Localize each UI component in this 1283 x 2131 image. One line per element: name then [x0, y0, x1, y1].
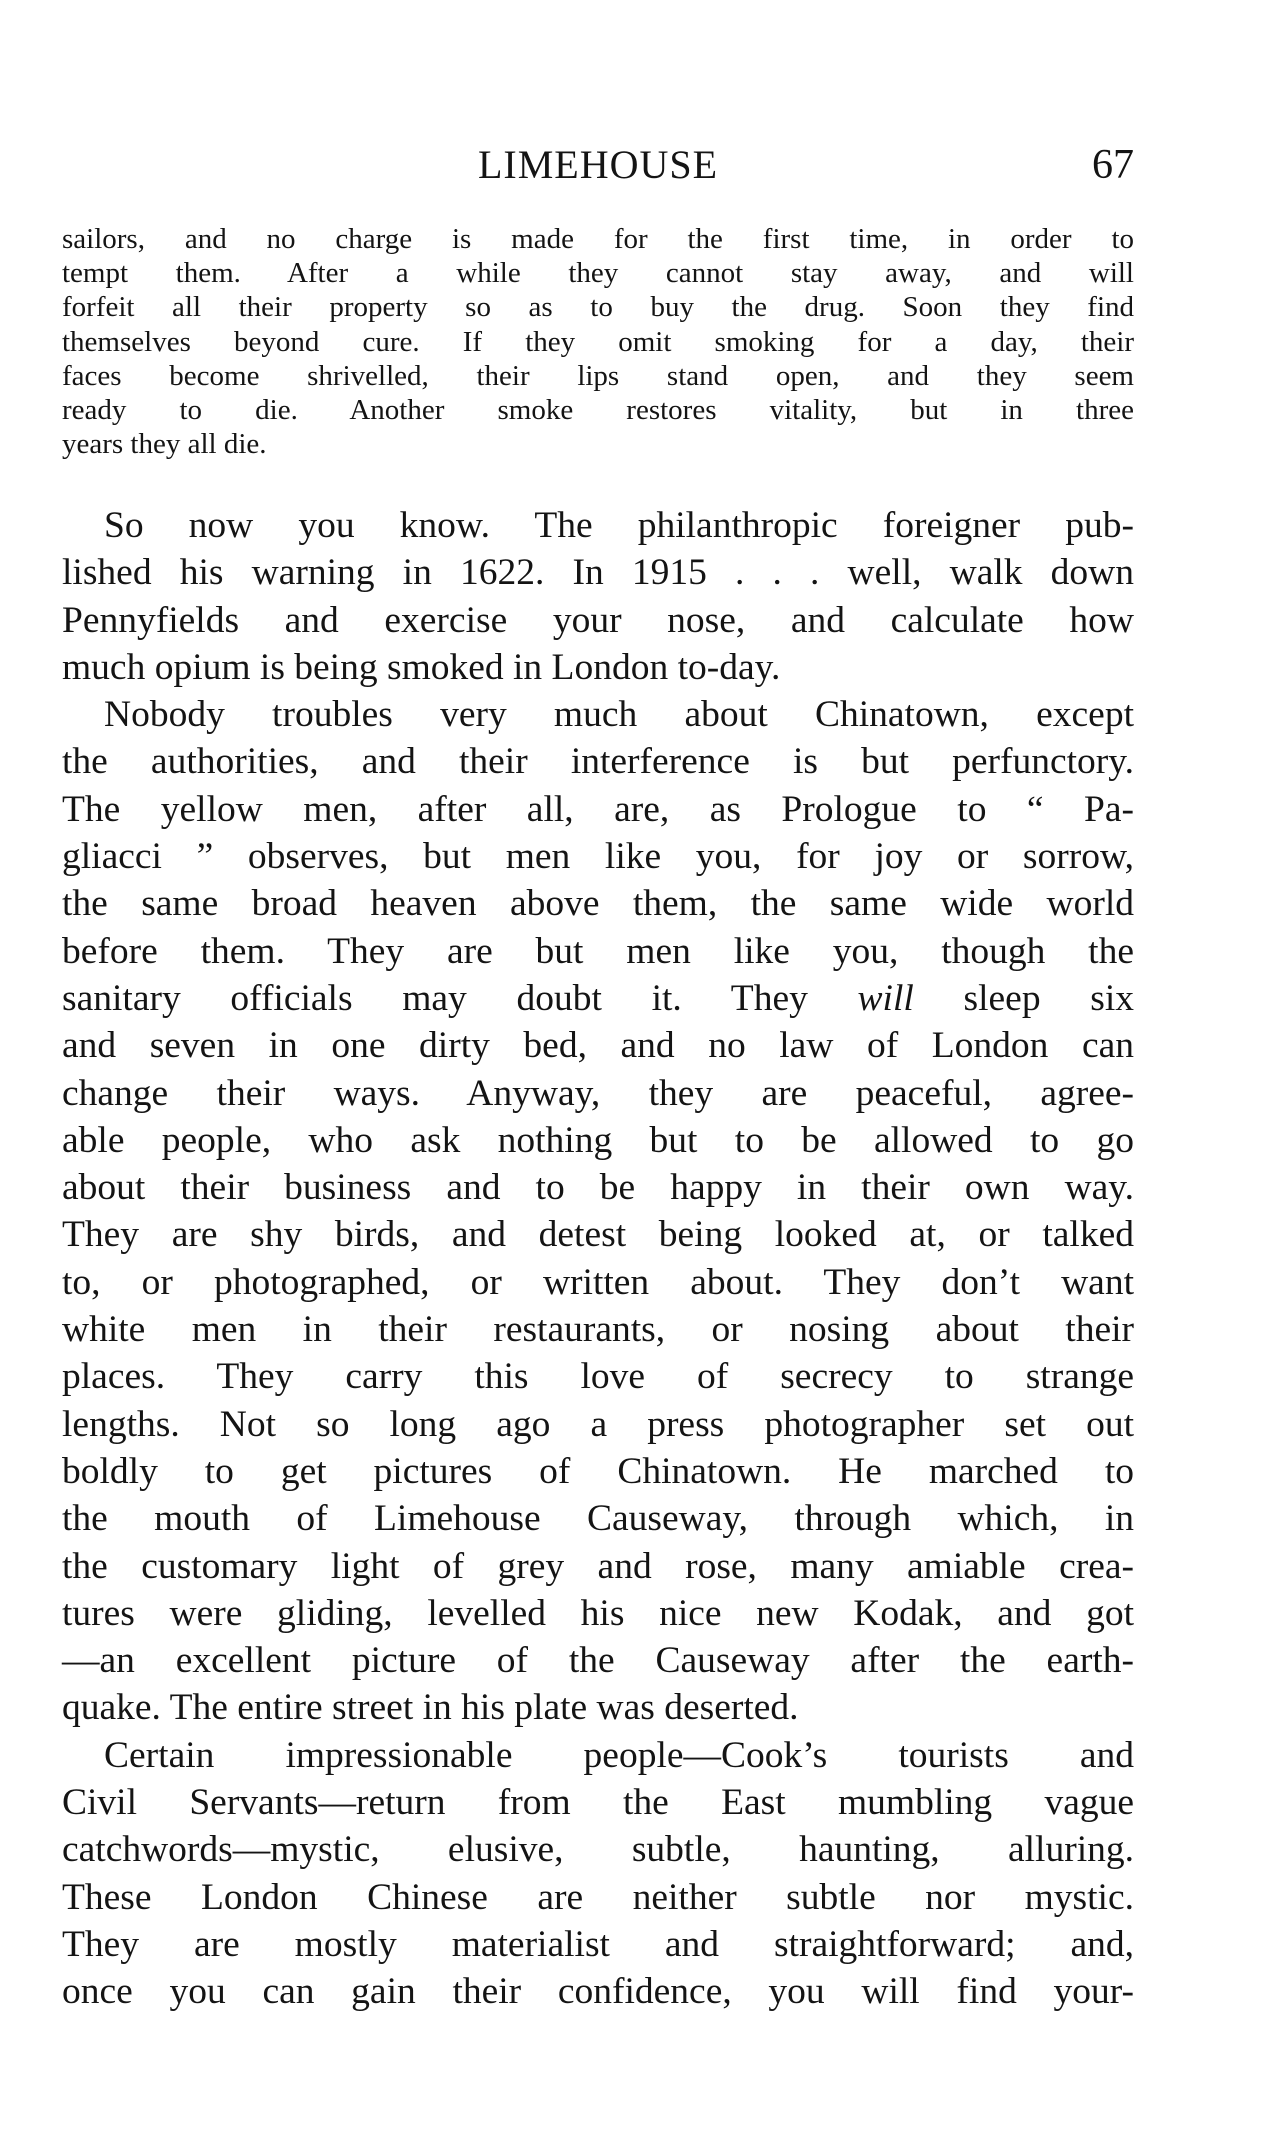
text-line: lished his warning in 1622. In 1915 . . . well, walk down [62, 552, 1134, 594]
text-line: catchwords—mystic, elusive, subtle, haunting, alluring. [62, 1829, 1134, 1871]
quote-line: ready to die. Another smoke restores vitality, but in three [62, 394, 1134, 427]
text-line: to, or photographed, or written about. They don’t want [62, 1261, 1134, 1303]
text-line: Certain impressionable people—Cook’s tourists and [104, 1734, 1134, 1776]
text-line: Pennyfields and exercise your nose, and calculate how [62, 599, 1134, 641]
text-line: white men in their restaurants, or nosing about their [62, 1309, 1134, 1351]
text-line: once you can gain their confidence, you will find your- [62, 1971, 1134, 2013]
text-line: gliacci ” observes, but men like you, for joy or sorrow, [62, 836, 1134, 878]
text-line-with-italic [62, 975, 1134, 1022]
text-line: the authorities, and their interference is but perfunctory. [62, 741, 1134, 783]
quote-line: sailors, and no charge is made for the first time, in order to [62, 223, 1134, 255]
page-header [62, 140, 1134, 190]
text-line: much opium is being smoked in London to-day. [62, 646, 781, 688]
paragraph-2 [62, 691, 1134, 1732]
quote-line: tempt them. After a while they cannot stay away, and will [62, 257, 1134, 290]
text-line: So now you know. The philanthropic foreigner pub- [104, 505, 1134, 546]
text-line: able people, who ask nothing but to be allowed to go [62, 1119, 1134, 1161]
text-line: They are mostly materialist and straightforward; and, [62, 1923, 1134, 1965]
text-segment: sleep six [963, 977, 1135, 1019]
text-line: They are shy birds, and detest being looked at, or talked [62, 1214, 1134, 1256]
text-line: places. They carry this love of secrecy to strange [62, 1356, 1134, 1398]
text-line: The yellow men, after all, are, as Prologue to “ Pa- [62, 788, 1134, 830]
text-line: about their business and to be happy in their own way. [62, 1167, 1134, 1209]
text-line: These London Chinese are neither subtle nor mystic. [62, 1876, 1134, 1918]
quote-line: faces become shrivelled, their lips stand open, and they seem [62, 359, 1134, 392]
quote-line: years they all die. [62, 428, 267, 461]
paragraph-1 [62, 502, 1134, 691]
text-line: boldly to get pictures of Chinatown. He marched to [62, 1450, 1134, 1492]
text-segment: sanitary officials may doubt it. They [62, 977, 808, 1019]
text-line: and seven in one dirty bed, and no law of London can [62, 1025, 1134, 1067]
text-line: change their ways. Anyway, they are peaceful, agree- [62, 1072, 1134, 1114]
text-line: lengths. Not so long ago a press photographer set out [62, 1403, 1134, 1445]
text-line: the customary light of grey and rose, many amiable crea- [62, 1545, 1134, 1587]
quote-line: forfeit all their property so as to buy the drug. Soon they find [62, 291, 1134, 324]
quoted-passage [62, 222, 1134, 461]
text-line: Civil Servants—return from the East mumbling vague [62, 1782, 1134, 1824]
text-line: before them. They are but men like you, though the [62, 930, 1134, 972]
text-line: Nobody troubles very much about Chinatown, except [104, 694, 1134, 736]
italic-word: will [857, 977, 914, 1019]
paragraph-3 [62, 1732, 1134, 2016]
text-line: tures were gliding, levelled his nice new Kodak, and got [62, 1592, 1134, 1634]
text-line: the same broad heaven above them, the same wide world [62, 883, 1134, 925]
text-line: —an excellent picture of the Causeway after the earth- [62, 1640, 1134, 1682]
body-text [62, 502, 1134, 2016]
text-line: quake. The entire street in his plate was deserted. [62, 1687, 799, 1729]
text-line: the mouth of Limehouse Causeway, through which, in [62, 1498, 1134, 1540]
page-number: 67 [1092, 142, 1134, 188]
running-title: LIMEHOUSE [477, 142, 719, 187]
quote-line: themselves beyond cure. If they omit smoking for a day, their [62, 325, 1134, 358]
